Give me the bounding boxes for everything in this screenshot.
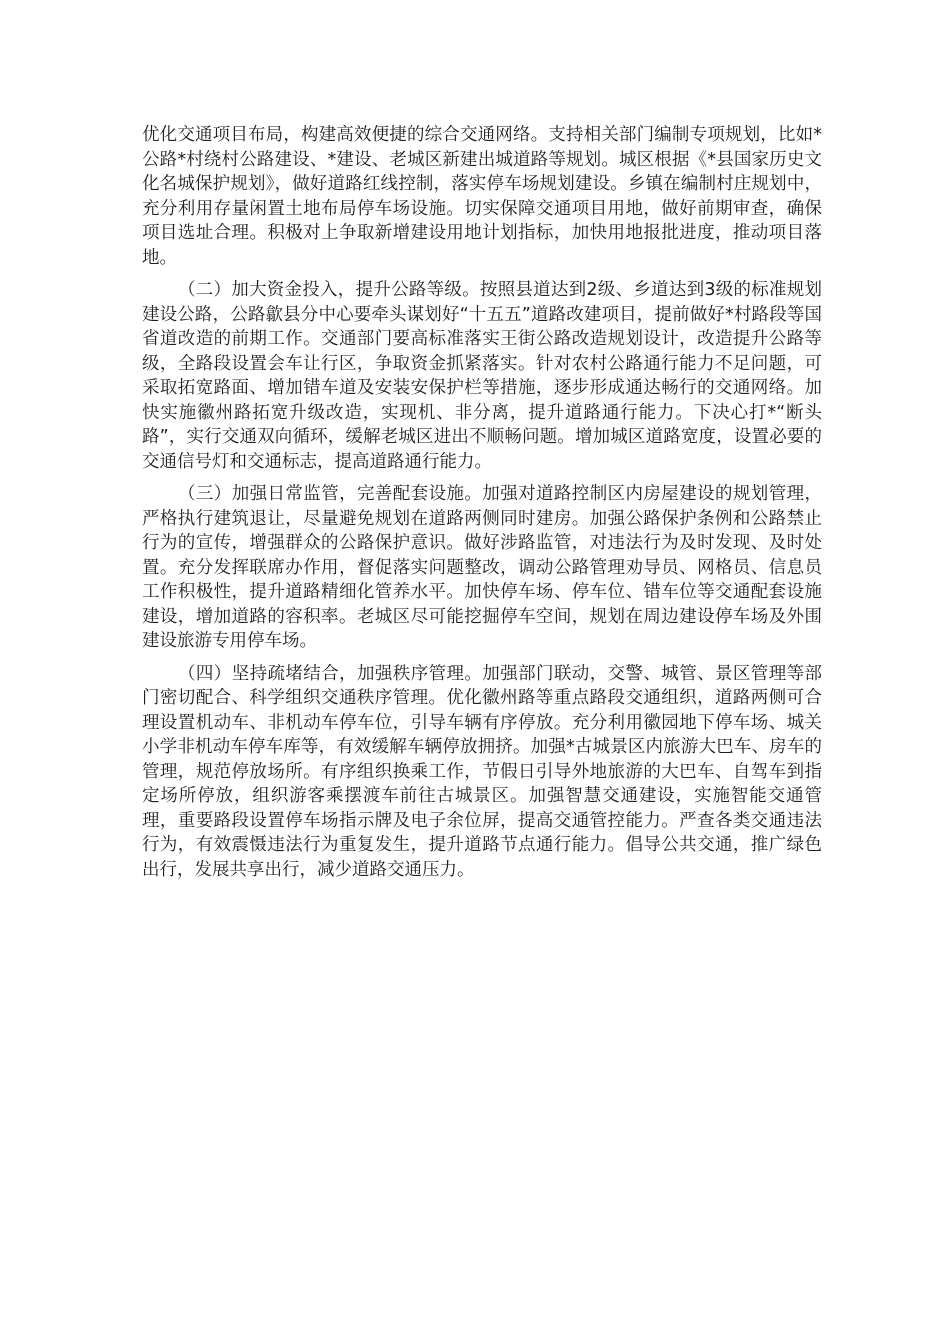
document-body bbox=[142, 123, 822, 882]
paragraph-continuation: 优化交通项目布局，构建高效便捷的综合交通网络。支持相关部门编制专项规划，比如*公路*村绕村公路建设、*建设、老城区新建出城道路等规划。城区根据《*县国家历史文化名城保护规划》，做好道路红线控制，落实停车场规划建设。乡镇在编制村庄规划中，充分利用存量闲置土地布局停车场设施。切实保障交通项目用地，做好前期审查，确保项目选址合理。积极对上争取新增建设用地计划指标，加快用地报批进度，推动项目落地。 bbox=[142, 125, 822, 268]
paragraph-section-4: （四）坚持疏堵结合，加强秩序管理。加强部门联动，交警、城管、景区管理等部门密切配合、科学组织交通秩序管理。优化徽州路等重点路段交通组织，道路两侧可合理设置机动车、非机动车停车位，引导车辆有序停放。充分利用徽园地下停车场、城关小学非机动车停车库等，有效缓解车辆停放拥挤。加强*古城景区内旅游大巴车、房车的管理，规范停放场所。有序组织换乘工作，节假日引导外地旅游的大巴车、自驾车到指定场所停放，组织游客乘摆渡车前往古城景区。加强智慧交通建设，实施智能交通管理，重要路段设置停车场指示牌及电子余位屏，提高交通管控能力。严查各类交通违法行为，有效震慑违法行为重复发生，提升道路节点通行能力。倡导公共交通，推广绿色出行，发展共享出行，减少道路交通压力。 bbox=[142, 663, 822, 880]
paragraph-section-2: （二）加大资金投入，提升公路等级。按照县道达到2级、乡道达到3级的标准规划建设公路，公路歙县分中心要牵头谋划好“十五五”道路改建项目，提前做好*村路段等国省道改造的前期工作。交通部门要高标准落实王街公路改造规划设计，改造提升公路等级，全路段设置会车让行区，争取资金抓紧落实。针对农村公路通行能力不足问题，可采取拓宽路面、增加错车道及安装安保护栏等措施，逐步形成通达畅行的交通网络。加快实施徽州路拓宽升级改造，实现机、非分离，提升道路通行能力。下决心打*“断头路”，实行交通双向循环，缓解老城区进出不顺畅问题。增加城区道路宽度，设置必要的交通信号灯和交通标志，提高道路通行能力。 bbox=[142, 280, 822, 472]
paragraph-section-3: （三）加强日常监管，完善配套设施。加强对道路控制区内房屋建设的规划管理，严格执行建筑退让，尽量避免规划在道路两侧同时建房。加强公路保护条例和公路禁止行为的宣传，增强群众的公路保护意识。做好涉路监管，对违法行为及时发现、及时处置。充分发挥联席办作用，督促落实问题整改，调动公路管理劝导员、网格员、信息员工作积极性，提升道路精细化管养水平。加快停车场、停车位、错车位等交通配套设施建设，增加道路的容积率。老城区尽可能挖掘停车空间，规划在周边建设停车场及外围建设旅游专用停车场。 bbox=[142, 484, 822, 651]
